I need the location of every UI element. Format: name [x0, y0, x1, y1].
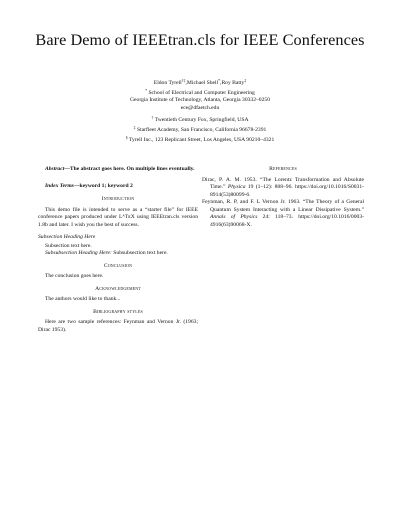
section-heading-bibliography-styles: Bibliography styles — [93, 308, 143, 315]
paper-title: Bare Demo of IEEEtran.cls for IEEE Conferences — [35, 30, 365, 49]
reference-item — [202, 177, 364, 200]
acknowledgement-text: The authors would like to thank... — [45, 296, 121, 302]
bibliography-styles-text: Here are two sample references: Feynman and Vernon Jr. (1963; Dirac 1953). — [38, 319, 198, 333]
affiliation-4 — [0, 135, 400, 145]
author-name: Eldon Tyrell — [153, 80, 182, 86]
reference-text: 24: 118–73. https://doi.org/10.1016/0003-4916(63)90068-X. — [210, 214, 364, 228]
affiliation-1-email: ece@dfaetch.edu — [180, 104, 220, 111]
section-heading-references: References — [269, 166, 297, 172]
conclusion-text: The conclusion goes here. — [45, 273, 104, 279]
reference-list — [202, 177, 364, 230]
affiliation-1 — [0, 88, 400, 98]
affiliation-text: Tyrell Inc., 123 Replicant Street, Los Angeles, USA 90210–4321 — [127, 136, 275, 143]
index-terms-label: Index Terms — [45, 182, 74, 189]
author-mark: †‡ — [181, 79, 186, 83]
affiliation-1-line2: Georgia Institute of Technology, Atlanta, Georgia 30332–0250 — [130, 97, 270, 104]
index-terms — [38, 183, 198, 191]
reference-item — [202, 199, 364, 229]
affiliation-text: Twentieth Century Fox, Springfield, USA — [153, 117, 249, 124]
author-name: ,Michael Shell — [185, 80, 219, 86]
reference-text: Feynman, R. P, and F. L Vernon Jr. 1963. “The Theory of a General Quantum System Interacting with a Linear Dissipative System.” — [202, 199, 364, 213]
affiliation-mark: § — [125, 135, 128, 140]
author-mark: ‡ — [244, 79, 247, 83]
reference-journal: Physica — [227, 184, 246, 190]
subsubsection-text: Subsubsection text here. — [111, 250, 168, 256]
introduction-text: This demo file is intended to serve as a “starter file” for IEEE conference papers produced under LᴬTᴇX using IEEEtran.cls version 1.8b and later. I wish you the best of success. — [38, 206, 198, 228]
affiliation-2 — [0, 115, 400, 125]
abstract — [38, 166, 198, 174]
subsection-heading: Subsection Heading Here — [38, 234, 96, 240]
affiliation-mark: * — [145, 88, 148, 93]
author-names — [0, 78, 400, 88]
author-name: ,Roy Batty — [220, 80, 245, 86]
subsubsection — [38, 250, 198, 258]
abstract-text: —The abstract goes here. On multiple lines eventually. — [64, 166, 195, 172]
author-block — [0, 78, 400, 144]
section-heading-conclusion: Conclusion — [103, 262, 133, 269]
left-column — [38, 166, 198, 334]
affiliation-mark: ‡ — [133, 125, 136, 130]
subsection-text: Subsection text here. — [45, 242, 92, 249]
reference-text: 19 (1–12): 888–96. https://doi.org/10.1016/S0031-8914(53)80099-6. — [210, 184, 364, 198]
affiliation-text: Starfleet Academy, San Francisco, California 96678-2391 — [135, 126, 267, 133]
reference-journal: Annals of Physics — [210, 214, 258, 220]
reference-text: Dirac, P. A. M. 1953. “The Lorentz Transformation and Absolute Time.” — [202, 176, 364, 190]
right-column — [202, 166, 364, 229]
section-heading-acknowledgement: Acknowledgement — [95, 285, 141, 292]
section-heading-introduction: Introduction — [101, 196, 135, 202]
author-mark: * — [218, 79, 221, 83]
affiliation-mark: † — [151, 116, 154, 121]
index-terms-text: —keyword 1; keyword 2 — [73, 182, 133, 189]
affiliation-3 — [0, 125, 400, 135]
affiliation-text: School of Electrical and Computer Engineering — [147, 89, 255, 96]
abstract-label: Abstract — [45, 166, 65, 172]
subsubsection-heading: Subsubsection Heading Here: — [45, 250, 112, 256]
